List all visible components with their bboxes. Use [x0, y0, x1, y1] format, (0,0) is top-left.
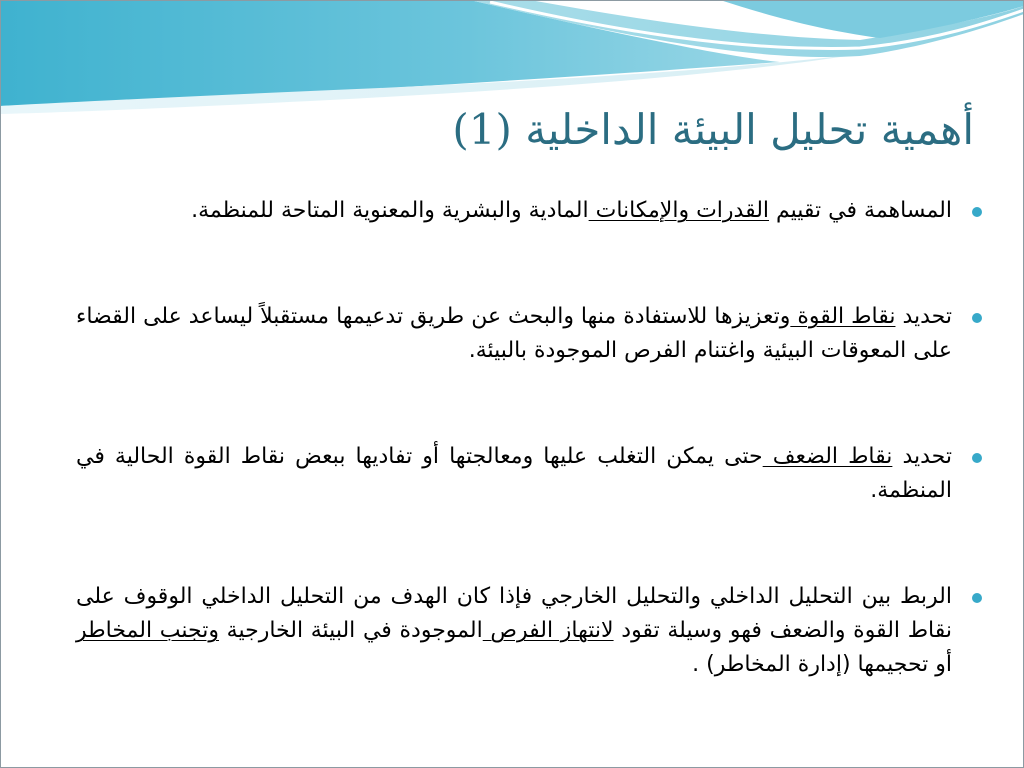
underlined-phrase: القدرات والإمكانات [588, 198, 770, 223]
bullet-text: الموجودة في البيئة الخارجية [218, 618, 483, 643]
bullet-text: حتى يمكن التغلب عليها ومعالجتها أو تفاديها ببعض نقاط القوة الحالية في المنظمة. [76, 444, 952, 503]
slide-title: أهمية تحليل البيئة الداخلية (1) [452, 105, 974, 154]
bullet-text: المساهمة في تقييم [769, 198, 952, 223]
underlined-phrase: وتجنب المخاطر [76, 618, 219, 643]
underlined-phrase: نقاط القوة [790, 304, 896, 329]
underlined-phrase: لانتهاز الفرص [482, 618, 614, 643]
bullet-dot-icon [972, 313, 982, 323]
bullet-text: وتعزيزها للاستفادة منها والبحث عن طريق تدعيمها مستقبلاً ليساعد على القضاء على المعوقات البيئية واغتنام الفرص الموجودة بالبيئة. [76, 304, 952, 363]
bullet-item [76, 194, 952, 228]
bullet-dot-icon [972, 207, 982, 217]
bullet-text: الربط بين التحليل الداخلي والتحليل الخارجي فإذا كان الهدف من التحليل الداخلي الوقوف على نقاط القوة والضعف فهو وسيلة تقود [76, 584, 953, 643]
bullet-list [76, 194, 952, 682]
bullet-text: المادية والبشرية والمعنوية المتاحة للمنظمة. [191, 198, 589, 223]
bullet-text: تحديد [895, 304, 953, 329]
bullet-item [76, 300, 952, 368]
bullet-text: أو تحجيمها (إدارة المخاطر) . [692, 652, 952, 677]
bullet-dot-icon [972, 593, 982, 603]
bullet-item [76, 440, 952, 508]
underlined-phrase: نقاط الضعف [762, 444, 893, 469]
bullet-item [76, 580, 952, 682]
bullet-text: تحديد [892, 444, 952, 469]
bullet-dot-icon [972, 453, 982, 463]
